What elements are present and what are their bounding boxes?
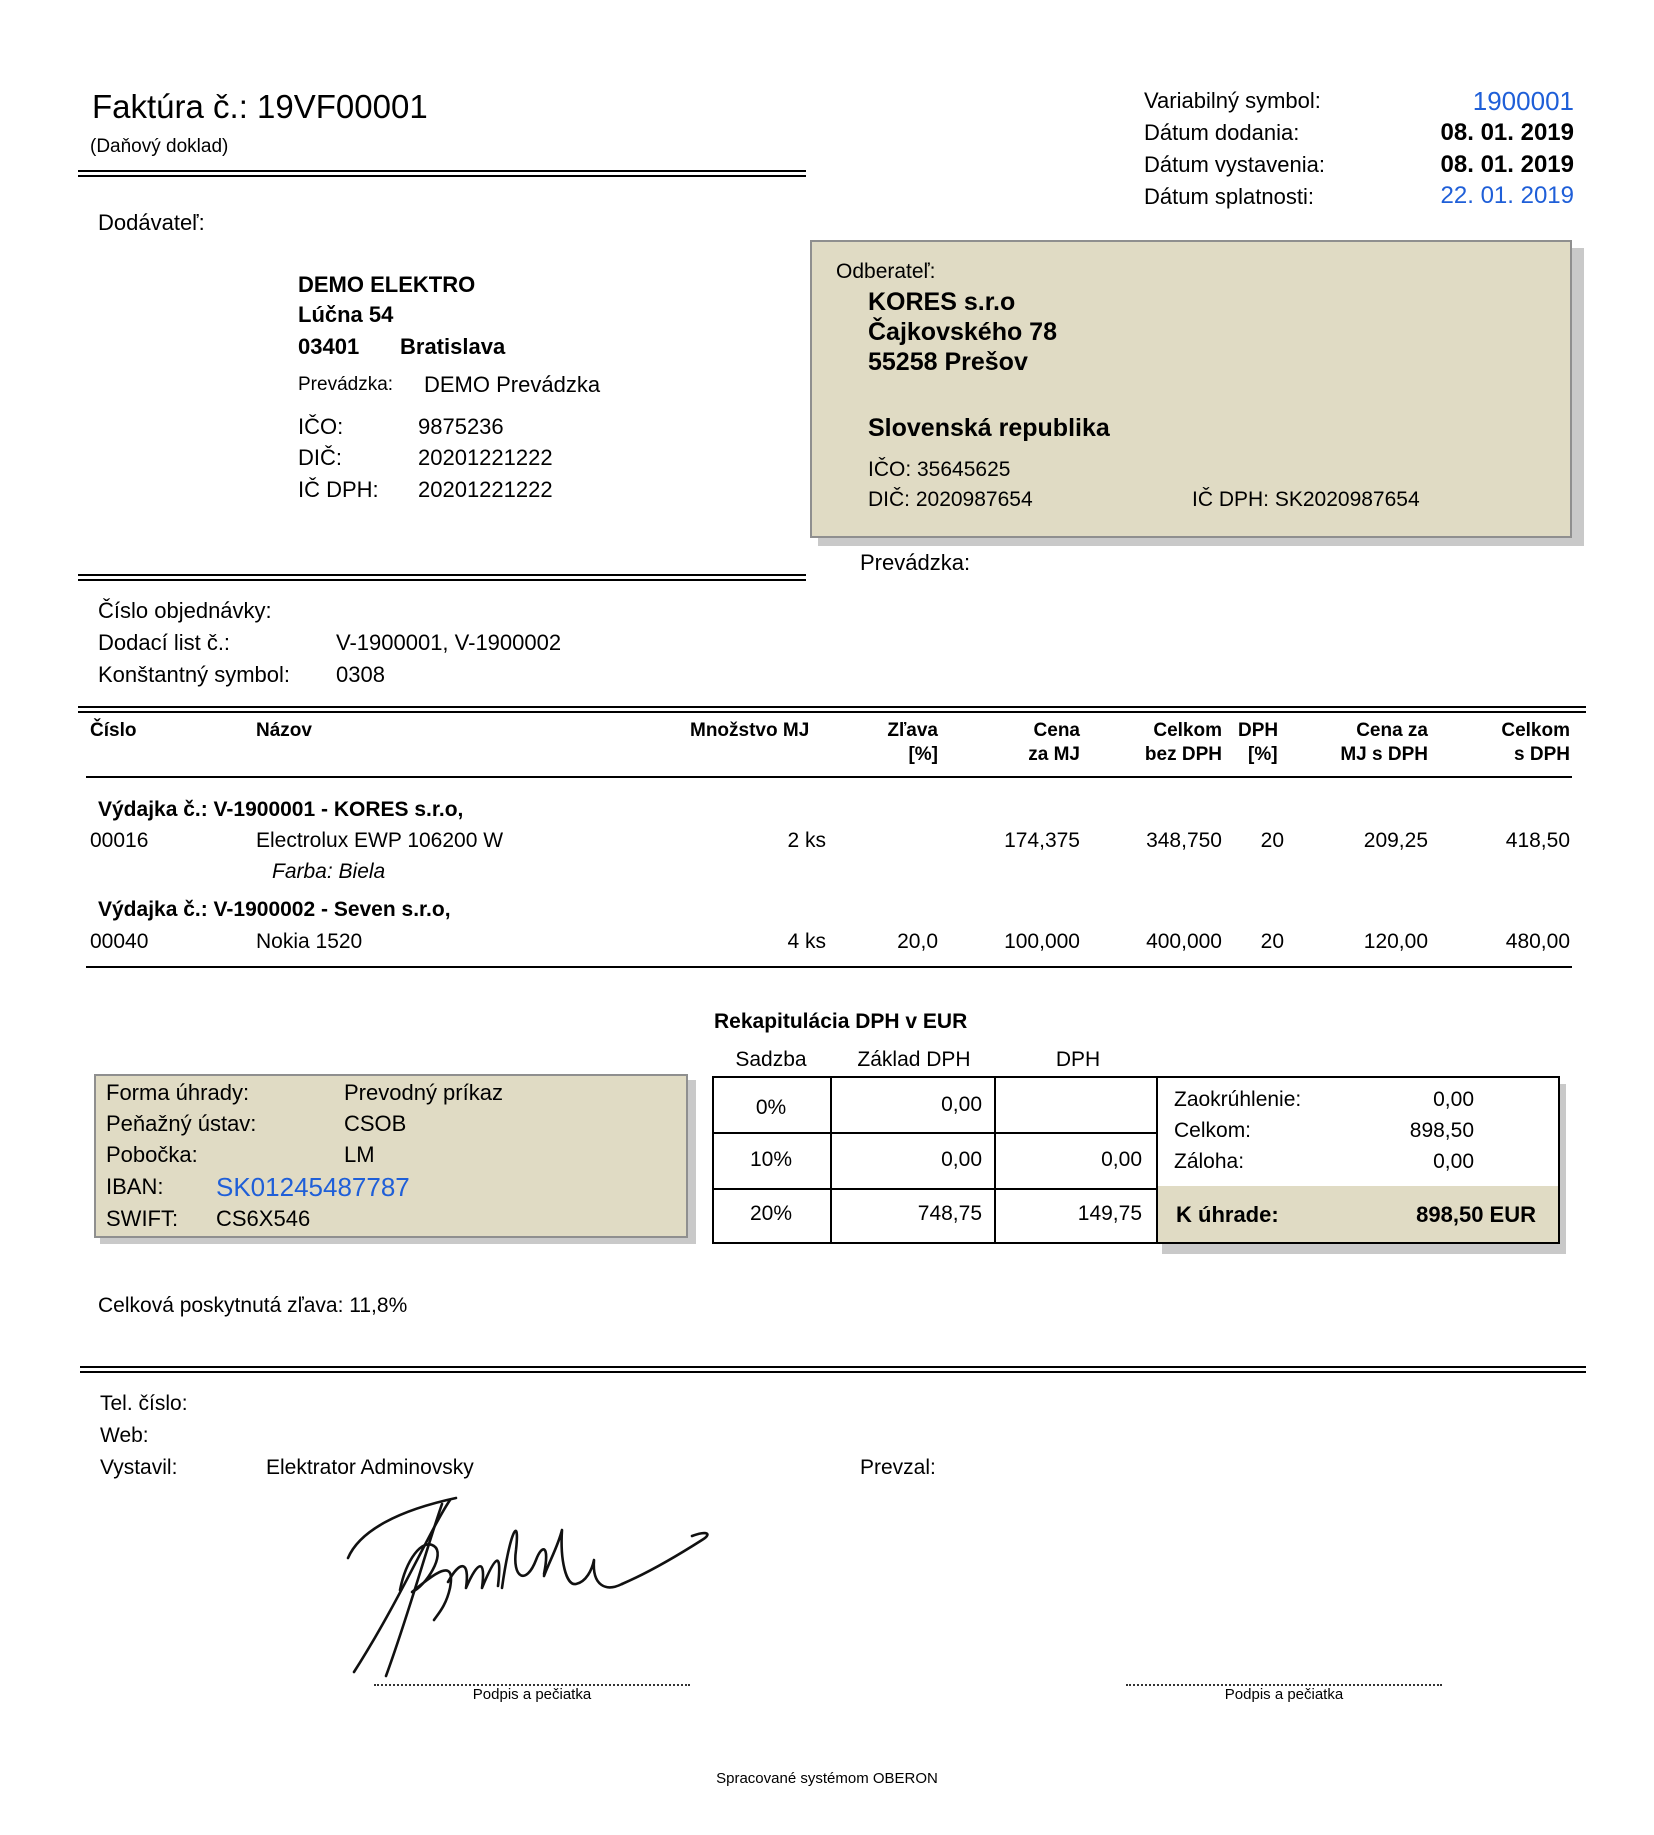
constant-symbol-label: Konštantný symbol: bbox=[98, 662, 290, 687]
variable-symbol-value: 1900001 bbox=[1472, 86, 1574, 116]
iban-label: IBAN: bbox=[106, 1174, 164, 1199]
row-name: Electrolux EWP 106200 W bbox=[256, 829, 504, 852]
supplier-ico-label: IČO: bbox=[298, 414, 344, 439]
vat-col-divider bbox=[994, 1078, 996, 1242]
header-divider bbox=[78, 170, 806, 177]
row-quantity: 4 ks bbox=[787, 930, 826, 953]
system-note: Spracované systémom OBERON bbox=[716, 1770, 938, 1787]
iban-value: SK01245487787 bbox=[216, 1172, 410, 1202]
row-total-vat: 480,00 bbox=[1505, 930, 1570, 953]
supplier-icdph: 20201221222 bbox=[418, 477, 553, 502]
group-title: Výdajka č.: V-1900002 - Seven s.r.o, bbox=[98, 898, 451, 921]
order-number-label: Číslo objednávky: bbox=[98, 598, 272, 623]
table-header-divider bbox=[86, 776, 1572, 778]
customer-street: Čajkovského 78 bbox=[868, 318, 1057, 346]
col-header-discount: Zľava bbox=[887, 720, 938, 741]
advance-value: 0,00 bbox=[1433, 1150, 1474, 1173]
due-date-label: Dátum splatnosti: bbox=[1144, 184, 1314, 209]
col-header-unit-price-2: za MJ bbox=[1028, 744, 1080, 765]
vat-row-base: 748,75 bbox=[917, 1202, 982, 1225]
phone-label: Tel. číslo: bbox=[100, 1392, 188, 1415]
rounding-value: 0,00 bbox=[1433, 1088, 1474, 1111]
vat-row-rate: 20% bbox=[749, 1202, 793, 1225]
row-note: Farba: Biela bbox=[272, 860, 386, 883]
supplier-zip: 03401 bbox=[298, 334, 360, 359]
total-label: Celkom: bbox=[1174, 1119, 1252, 1142]
signature-caption-right: Podpis a pečiatka bbox=[1224, 1686, 1344, 1703]
payment-method: Prevodný príkaz bbox=[344, 1080, 503, 1105]
supplier-name: DEMO ELEKTRO bbox=[298, 272, 476, 297]
supplier-street: Lúčna 54 bbox=[298, 302, 394, 327]
amount-due-label: K úhrade: bbox=[1176, 1202, 1279, 1227]
customer-zip-city: 55258 Prešov bbox=[868, 348, 1028, 376]
supplier-dic-label: DIČ: bbox=[298, 445, 342, 470]
row-vat-rate: 20 bbox=[1260, 829, 1284, 852]
vat-row-base: 0,00 bbox=[941, 1093, 982, 1116]
customer-ico: IČO: 35645625 bbox=[868, 458, 1011, 481]
col-header-price-vat-2: MJ s DPH bbox=[1340, 744, 1428, 765]
received-by-label: Prevzal: bbox=[860, 1456, 936, 1479]
payment-method-label: Forma úhrady: bbox=[106, 1080, 250, 1105]
constant-symbol-value: 0308 bbox=[336, 662, 385, 687]
vat-row-divider bbox=[714, 1132, 1158, 1134]
issued-by-label: Vystavil: bbox=[100, 1456, 178, 1479]
vat-row-divider bbox=[714, 1188, 1158, 1190]
vat-header-vat: DPH bbox=[1055, 1048, 1101, 1071]
vat-header-rate: Sadzba bbox=[735, 1048, 807, 1071]
supplier-dic: 20201221222 bbox=[418, 445, 553, 470]
issue-date-label: Dátum vystavenia: bbox=[1144, 152, 1325, 177]
supplier-icdph-label: IČ DPH: bbox=[298, 477, 379, 502]
delivery-note-label: Dodací list č.: bbox=[98, 630, 231, 655]
supplier-heading: Dodávateľ: bbox=[98, 210, 205, 235]
col-header-unit-price: Cena bbox=[1033, 720, 1080, 741]
table-bottom-divider bbox=[86, 966, 1572, 968]
row-name: Nokia 1520 bbox=[256, 930, 363, 953]
col-header-total-ex-vat: Celkom bbox=[1153, 720, 1222, 741]
advance-label: Záloha: bbox=[1174, 1150, 1245, 1173]
customer-icdph: IČ DPH: SK2020987654 bbox=[1192, 488, 1420, 511]
supplier-ico: 9875236 bbox=[418, 414, 504, 439]
customer-branch-label: Prevádzka: bbox=[860, 550, 971, 575]
customer-heading: Odberateľ: bbox=[836, 260, 936, 283]
footer-divider bbox=[80, 1366, 1586, 1373]
customer-name: KORES s.r.o bbox=[868, 288, 1016, 316]
delivery-note-value: V-1900001, V-1900002 bbox=[336, 630, 562, 655]
total-value: 898,50 bbox=[1409, 1119, 1474, 1142]
bank-label: Peňažný ústav: bbox=[106, 1111, 257, 1136]
row-total-ex-vat: 400,000 bbox=[1146, 930, 1222, 953]
row-total-ex-vat: 348,750 bbox=[1146, 829, 1222, 852]
row-price-vat: 209,25 bbox=[1363, 829, 1428, 852]
customer-dic: DIČ: 2020987654 bbox=[868, 488, 1033, 511]
col-header-total-vat-2: s DPH bbox=[1514, 744, 1570, 765]
vat-row-base: 0,00 bbox=[941, 1148, 982, 1171]
issued-by-name: Elektrator Adminovsky bbox=[266, 1456, 474, 1479]
col-header-total-vat: Celkom bbox=[1501, 720, 1570, 741]
supplier-branch-value: DEMO Prevádzka bbox=[424, 372, 601, 397]
due-date-value: 22. 01. 2019 bbox=[1440, 182, 1574, 209]
row-discount: 20,0 bbox=[897, 930, 938, 953]
delivery-date-value: 08. 01. 2019 bbox=[1440, 119, 1574, 146]
col-header-number: Číslo bbox=[90, 720, 137, 741]
col-header-discount-unit: [%] bbox=[908, 744, 938, 765]
vat-row-rate: 10% bbox=[749, 1148, 793, 1171]
vat-row-rate: 0% bbox=[755, 1096, 787, 1119]
signature-caption-left: Podpis a pečiatka bbox=[472, 1686, 592, 1703]
vat-row-vat: 149,75 bbox=[1077, 1202, 1142, 1225]
vat-summary-title: Rekapitulácia DPH v EUR bbox=[714, 1010, 968, 1033]
group-title: Výdajka č.: V-1900001 - KORES s.r.o, bbox=[98, 798, 464, 821]
branch-value: LM bbox=[344, 1142, 375, 1167]
row-number: 00040 bbox=[90, 930, 149, 953]
row-quantity: 2 ks bbox=[787, 829, 826, 852]
col-header-name: Názov bbox=[256, 720, 312, 741]
supplier-divider bbox=[78, 574, 806, 581]
web-label: Web: bbox=[100, 1424, 149, 1447]
total-discount-note: Celková poskytnutá zľava: 11,8% bbox=[98, 1294, 408, 1317]
amount-due-value: 898,50 EUR bbox=[1416, 1202, 1536, 1227]
table-top-divider bbox=[78, 706, 1586, 713]
bank-value: CSOB bbox=[344, 1111, 407, 1136]
handwritten-signature-icon bbox=[330, 1490, 720, 1680]
row-number: 00016 bbox=[90, 829, 149, 852]
vat-header-base: Základ DPH bbox=[857, 1048, 971, 1071]
col-header-quantity: Množstvo MJ bbox=[690, 720, 810, 741]
invoice-title: Faktúra č.: 19VF00001 bbox=[92, 88, 428, 125]
swift-value: CS6X546 bbox=[216, 1206, 311, 1231]
col-header-vat-unit: [%] bbox=[1248, 744, 1278, 765]
col-header-vat: DPH bbox=[1238, 720, 1279, 741]
row-unit-price: 174,375 bbox=[1004, 829, 1080, 852]
col-header-price-vat: Cena za bbox=[1356, 720, 1428, 741]
rounding-label: Zaokrúhlenie: bbox=[1174, 1088, 1302, 1111]
variable-symbol-label: Variabilný symbol: bbox=[1144, 88, 1321, 113]
branch-label: Pobočka: bbox=[106, 1142, 198, 1167]
row-price-vat: 120,00 bbox=[1363, 930, 1428, 953]
swift-label: SWIFT: bbox=[106, 1206, 179, 1231]
col-header-total-ex-vat-2: bez DPH bbox=[1144, 744, 1222, 765]
delivery-date-label: Dátum dodania: bbox=[1144, 120, 1300, 145]
supplier-city: Bratislava bbox=[400, 334, 506, 359]
invoice-subtitle: (Daňový doklad) bbox=[90, 136, 229, 157]
vat-row-vat: 0,00 bbox=[1101, 1148, 1142, 1171]
issue-date-value: 08. 01. 2019 bbox=[1440, 151, 1574, 178]
row-vat-rate: 20 bbox=[1260, 930, 1284, 953]
supplier-branch-label: Prevádzka: bbox=[298, 374, 394, 395]
row-unit-price: 100,000 bbox=[1004, 930, 1080, 953]
customer-country: Slovenská republika bbox=[868, 414, 1110, 442]
row-total-vat: 418,50 bbox=[1505, 829, 1570, 852]
